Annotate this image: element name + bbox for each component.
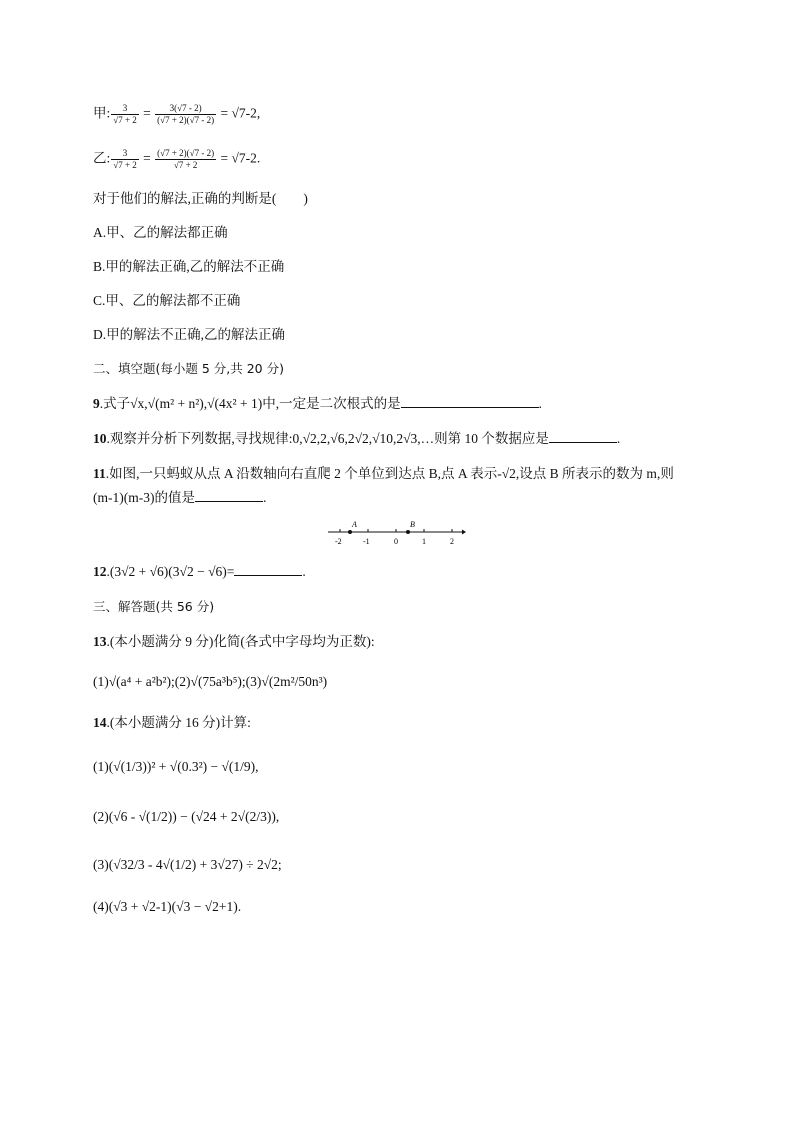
question-11-line2: (m-1)(m-3)的值是 . xyxy=(93,490,267,505)
yi-result: = √7-2. xyxy=(220,150,261,166)
jia-fraction-1: $\frac{3}{√7 + 2}$ xyxy=(113,103,137,125)
jia-result: = √7-2, xyxy=(220,105,261,121)
point-b xyxy=(406,530,410,534)
question-13 xyxy=(93,633,375,651)
point-a-label: A xyxy=(352,520,357,529)
tick-label-minus-1: -1 xyxy=(363,537,370,546)
q14-part-2: (2)(√6 - √(1/2)) − (√24 + 2√(2/3)), xyxy=(93,809,280,824)
jia-fraction-2: $\frac{3(√7 - 2)}{(√7 + 2)(√7 - 2)}$ xyxy=(157,103,215,125)
section-3-heading: 三、解答题(共 56 分) xyxy=(93,599,215,614)
q9-number: 9 xyxy=(93,396,100,411)
tick-label-2: 2 xyxy=(450,537,454,546)
q14-part-3: (3)(√32/3 - 4√(1/2) + 3√27) ÷ 2√2; xyxy=(93,857,282,872)
section-2-heading: 二、填空题(每小题 5 分,共 20 分) xyxy=(93,361,284,376)
q10-text: .观察并分析下列数据,寻找规律:0,√2,2,√6,2√2,√10,2√3,…则第 10 个数据应是 xyxy=(106,431,549,446)
q14-text: .(本小题满分 16 分)计算: xyxy=(106,715,251,730)
q13-parts: (1)√(a⁴ + a²b²);(2)√(75a³b⁵);(3)√(2m²/50n³) xyxy=(93,674,328,689)
tick-label-minus-2: -2 xyxy=(335,537,342,546)
q12-number: 12 xyxy=(93,564,107,579)
option-d: D.甲的解法不正确,乙的解法正确 xyxy=(93,327,285,342)
q8-stem: 对于他们的解法,正确的判断是( ) xyxy=(93,191,308,206)
yi-fraction-1: $\frac{3}{√7 + 2}$ xyxy=(113,148,137,170)
q13-number: 13 xyxy=(93,634,107,649)
question-11-line1 xyxy=(93,465,674,483)
q11-text-2: (m-1)(m-3)的值是 xyxy=(93,490,195,505)
q10-number: 10 xyxy=(93,431,107,446)
point-a xyxy=(348,530,352,534)
q9-text: .式子√x,√(m² + n²),√(4x² + 1)中,一定是二次根式的是 xyxy=(99,396,401,411)
q14-part-1: (1)(√(1/3))² + √(0.3²) − √(1/9), xyxy=(93,759,259,774)
tick-label-1: 1 xyxy=(422,537,426,546)
jia-solution: 甲: $\frac{3}{√7 + 2}$ = $\frac{3(√7 - 2)}{(√7 + 2)(√7 - 2)}$ = √7-2, xyxy=(93,103,261,125)
yi-solution: 乙: $\frac{3}{√7 + 2}$ = $\frac{(√7 + 2)(√7 - 2)}{√7 + 2}$ = √7-2. xyxy=(93,148,261,170)
q11-answer-blank[interactable] xyxy=(195,489,263,502)
q10-answer-blank[interactable] xyxy=(549,430,617,443)
q11-number: 11 xyxy=(93,466,106,481)
question-14 xyxy=(93,714,251,732)
q12-answer-blank[interactable] xyxy=(234,563,302,576)
q9-answer-blank[interactable] xyxy=(401,395,539,408)
option-a: A.甲、乙的解法都正确 xyxy=(93,225,228,240)
point-b-label: B xyxy=(410,520,415,529)
option-c: C.甲、乙的解法都不正确 xyxy=(93,293,241,308)
q13-text: .(本小题满分 9 分)化简(各式中字母均为正数): xyxy=(106,634,375,649)
q12-text: .(3√2 + √6)(3√2 − √6)= xyxy=(106,564,235,579)
q11-text: .如图,一只蚂蚁从点 A 沿数轴向右直爬 2 个单位到达点 B,点 A 表示-√2,设点 B 所表示的数为 m,则 xyxy=(105,466,674,481)
q14-number: 14 xyxy=(93,715,107,730)
tick-label-0: 0 xyxy=(394,537,398,546)
axis-arrow-icon xyxy=(462,530,466,535)
yi-fraction-2: $\frac{(√7 + 2)(√7 - 2)}{√7 + 2}$ xyxy=(157,148,215,170)
q14-part-4: (4)(√3 + √2-1)(√3 − √2+1). xyxy=(93,899,242,914)
question-12: 12.(3√2 + √6)(3√2 − √6)= . xyxy=(93,564,306,579)
option-b: B.甲的解法正确,乙的解法不正确 xyxy=(93,259,285,274)
question-10: 10.观察并分析下列数据,寻找规律:0,√2,2,√6,2√2,√10,2√3,…则第 10 个数据应是 . xyxy=(93,431,621,446)
question-9: 9.式子√x,√(m² + n²),√(4x² + 1)中,一定是二次根式的是 . xyxy=(93,396,542,411)
number-line-figure xyxy=(326,520,466,550)
yi-prefix: 乙: xyxy=(93,150,111,166)
jia-prefix: 甲: xyxy=(93,105,111,121)
